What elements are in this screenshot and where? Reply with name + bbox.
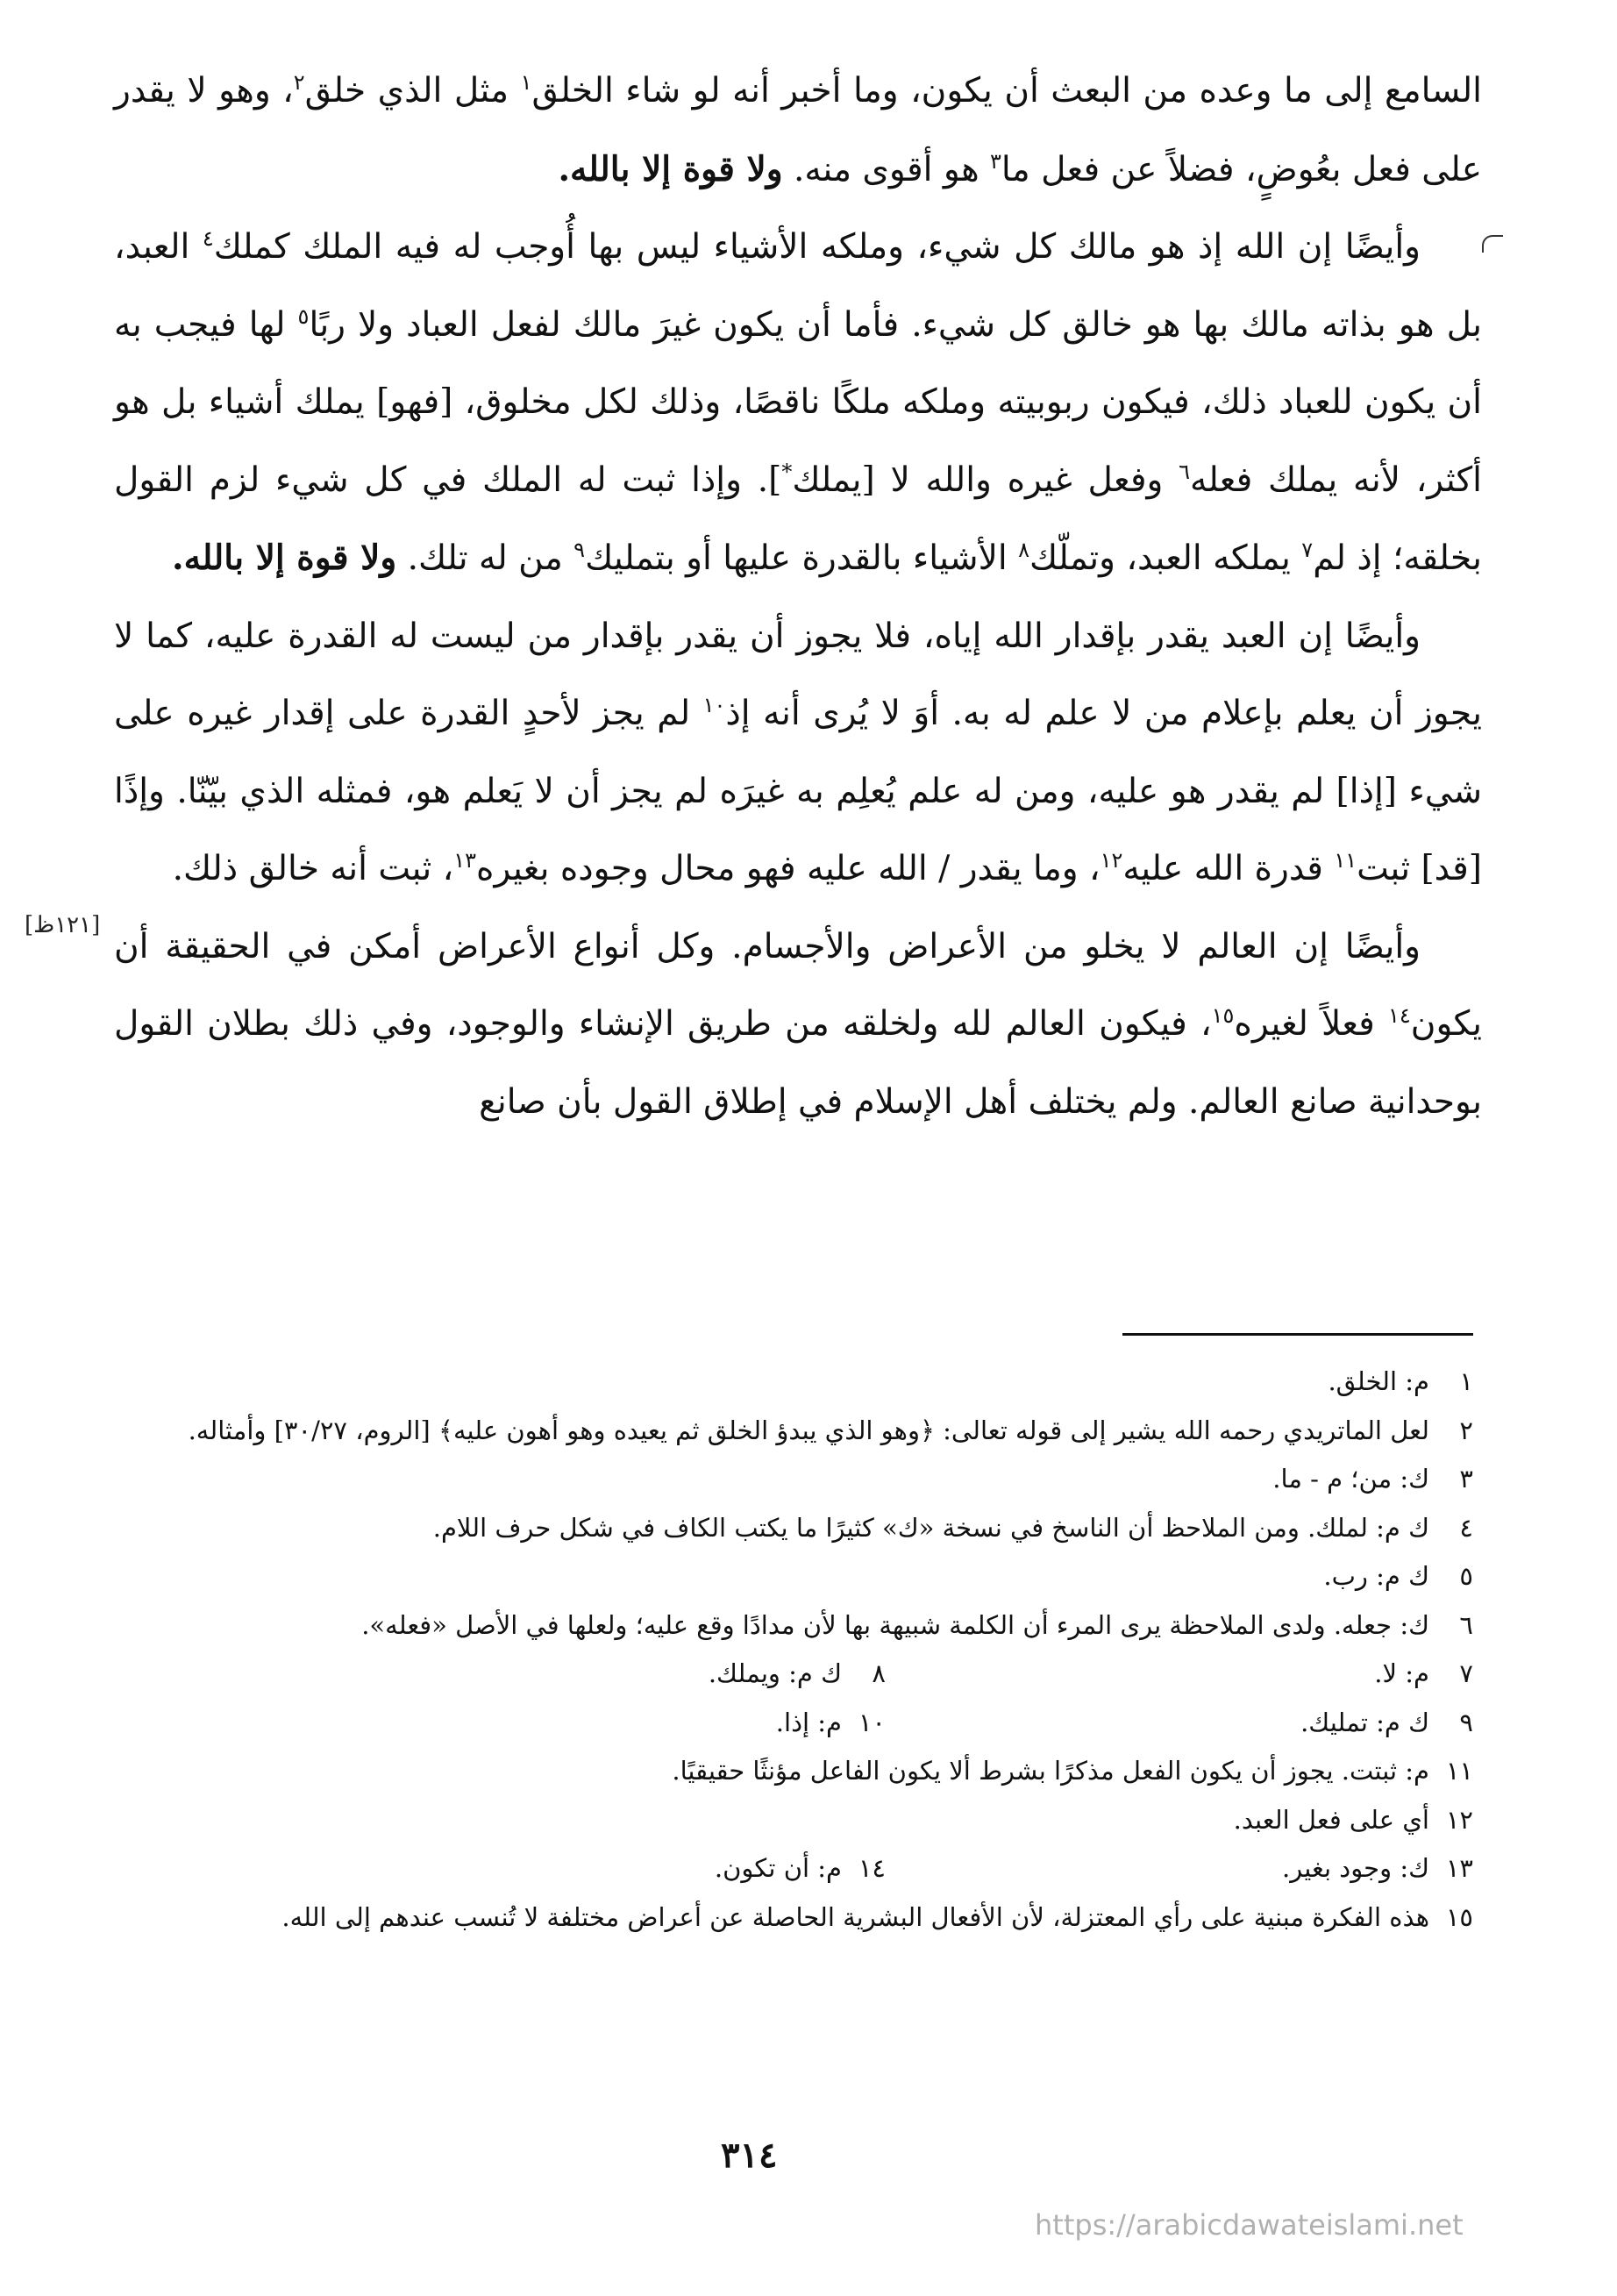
footnote bbox=[123, 1504, 1473, 1553]
text-run: ، ثبت أنه خالق ذلك. bbox=[172, 849, 454, 888]
footnote bbox=[298, 1699, 886, 1748]
footnote-ref: ٤ bbox=[202, 226, 214, 251]
text-run: لم يجز لأحدٍ القدرة على إقدار غيره على شيء [إذا] لم يقدر هو عليه، ومن له علم يُعلِم به غيرَه لم يجز أن لا يَعلم هو، فمثله الذي بيّنّا. وإذًا [قد] ثبت bbox=[114, 694, 1482, 888]
footnote-row bbox=[123, 1650, 1473, 1699]
footnote-number: ١٣ bbox=[1445, 1853, 1473, 1883]
footnote-text: م: إذا. bbox=[775, 1707, 842, 1737]
footnote-ref: ٩ bbox=[573, 538, 586, 562]
footnote-ref: ٣ bbox=[990, 148, 1001, 174]
text-run: الأشياء بالقدرة عليها أو بتمليك bbox=[585, 538, 1019, 578]
paragraph-1 bbox=[114, 53, 1482, 209]
text-run: وأيضًا إن العبد يقدر بإقدار الله إياه، فلا يجوز أن يقدر بإقدار من ليست له القدرة عليه، كما لا يجوز أن يعلم بإعلام من لا علم له به. أوَ لا يُرى أنه إذ bbox=[114, 616, 1482, 733]
footnote-ref: ١٤ bbox=[1388, 1003, 1411, 1028]
text-run: ، فيكون العالم لله ولخلقه من طريق الإنشاء والوجود، وفي ذلك بطلان القول بوحدانية صانع العالم. ولم يختلف أهل الإسلام في إطلاق القول بأن صانع bbox=[114, 1004, 1482, 1122]
footnote-text: ك: جعله. ولدى الملاحظة يرى المرء أن الكلمة شبيهة بها لأن مدادًا وقع عليه؛ ولعلها في الأصل «فعله». bbox=[361, 1609, 1429, 1640]
text-run: مثل الذي خلق bbox=[304, 71, 521, 111]
footnote bbox=[886, 1844, 1473, 1893]
footnote-text: ك م: تمليك. bbox=[1300, 1707, 1429, 1737]
text-run: ]. وإذا ثبت له الملك في كل شيء لزم القول بخلقه؛ إذ لم bbox=[114, 460, 1482, 578]
text-run: وأيضًا إن العالم لا يخلو من الأعراض والأجسام. وكل أنواع الأعراض أمكن في الحقيقة أن يكون bbox=[114, 926, 1482, 1044]
footnote-number: ١٤ bbox=[858, 1853, 886, 1883]
footnote-text: أي على فعل العبد. bbox=[1233, 1804, 1429, 1835]
footnote-text: م: لا. bbox=[1374, 1658, 1429, 1688]
footnote bbox=[123, 1552, 1473, 1601]
text-run: السامع إلى ما وعده من البعث أن يكون، وما أخبر أنه لو شاء الخلق bbox=[531, 71, 1482, 111]
footnote bbox=[123, 1893, 1473, 1943]
footnote-number: ٣ bbox=[1459, 1464, 1473, 1494]
footnote-number: ٧ bbox=[1459, 1658, 1473, 1688]
footnote-number: ٥ bbox=[1459, 1561, 1473, 1591]
footnote-number: ١ bbox=[1459, 1366, 1473, 1396]
footnote-text: هذه الفكرة مبنية على رأي المعتزلة، لأن الأفعال البشرية الحاصلة عن أعراض مختلفة لا تُنسب عندهم إلى الله. bbox=[281, 1901, 1429, 1932]
footnote-number: ٤ bbox=[1459, 1512, 1473, 1543]
footnote bbox=[886, 1699, 1473, 1748]
footnote-text: ك م: لملك. ومن الملاحظ أن الناسخ في نسخة «ك» كثيرًا ما يكتب الكاف في شكل حرف اللام. bbox=[432, 1512, 1429, 1543]
footnote-divider bbox=[1122, 1333, 1473, 1336]
footnote-number: ١٢ bbox=[1445, 1804, 1473, 1835]
footnote-ref: ١٠ bbox=[702, 693, 726, 717]
text-run: لها فيجب به أن يكون للعباد ذلك، فيكون ربوبيته وملكه ملكًا ناقصًا، وذلك لكل مخلوق، [فهو] يملك أشياء بل هو أكثر، لأنه يملك فعله bbox=[114, 304, 1482, 500]
text-run: العبد، بل هو بذاته مالك بها هو خالق كل شيء. فأما أن يكون غيرَ مالك لفعل العباد ولا ربًا bbox=[114, 227, 1482, 345]
closing-phrase: ولا قوة إلا بالله. bbox=[558, 148, 783, 189]
text-run: ، وهو لا يقدر على فعل بعُوضٍ، فضلاً عن فعل ما bbox=[114, 71, 1482, 189]
footnote-number: ١١ bbox=[1445, 1756, 1473, 1786]
footnote-ref: ١٣ bbox=[453, 848, 477, 873]
footnote-text: م: أن تكون. bbox=[714, 1853, 842, 1883]
footnote-row bbox=[123, 1699, 1473, 1748]
footnote bbox=[123, 1796, 1473, 1845]
text-run: من له تلك. bbox=[396, 538, 574, 578]
footnote-text: ك: وجود بغير. bbox=[1282, 1853, 1429, 1883]
footnote-ref: ١٥ bbox=[1211, 1003, 1235, 1028]
watermark-url: https://arabicdawateislami.net bbox=[1035, 2208, 1464, 2242]
footnote-ref: ١١ bbox=[1334, 848, 1357, 873]
footnote-number: ٦ bbox=[1459, 1609, 1473, 1640]
text-run: وفعل غيره والله لا [يملك bbox=[792, 460, 1179, 500]
footnote-row bbox=[123, 1844, 1473, 1893]
main-text bbox=[114, 53, 1482, 1141]
footnote-number: ١٥ bbox=[1445, 1901, 1473, 1932]
paragraph-4 bbox=[114, 909, 1482, 1142]
footnote bbox=[298, 1844, 886, 1893]
text-run: هو أقوى منه. bbox=[782, 149, 991, 189]
asterisk-ref: * bbox=[781, 459, 793, 484]
text-run: يملكه العبد، وتملّك bbox=[1029, 538, 1302, 578]
margin-arc-mark bbox=[1482, 235, 1503, 253]
page-number: ٣١٤ bbox=[721, 2135, 778, 2176]
text-run: ، وما يقدر / الله عليه فهو محال وجوده بغيره bbox=[476, 849, 1101, 888]
footnote bbox=[123, 1358, 1473, 1407]
footnote-number: ٢ bbox=[1459, 1415, 1473, 1445]
footnote-ref: ٥ bbox=[297, 303, 310, 329]
footnote-number: ٨ bbox=[872, 1658, 886, 1688]
text-run: فعلاً لغيره bbox=[1234, 1004, 1389, 1044]
text-run: قدرة الله عليه bbox=[1122, 849, 1335, 888]
footnote bbox=[123, 1747, 1473, 1796]
footnote-ref: ١ bbox=[520, 70, 532, 95]
footnote-number: ٩ bbox=[1459, 1707, 1473, 1737]
footnote-number: ١٠ bbox=[858, 1707, 886, 1737]
footnote-text: م: الخلق. bbox=[1328, 1366, 1429, 1396]
footnote bbox=[298, 1650, 886, 1699]
footnote-text: ك م: ويملك. bbox=[708, 1658, 842, 1688]
footnote bbox=[123, 1407, 1473, 1456]
footnote-ref: ٧ bbox=[1301, 538, 1314, 562]
footnote bbox=[123, 1601, 1473, 1651]
footnote-text: م: ثبتت. يجوز أن يكون الفعل مذكرًا بشرط ألا يكون الفاعل مؤنثًا حقيقيًا. bbox=[672, 1756, 1429, 1786]
footnote bbox=[123, 1455, 1473, 1504]
footnotes bbox=[123, 1358, 1473, 1942]
footnote-text: ك م: رب. bbox=[1323, 1561, 1429, 1591]
footnote-ref: ٦ bbox=[1179, 459, 1190, 484]
footnote-ref: ٢ bbox=[293, 70, 305, 95]
paragraph-3 bbox=[114, 598, 1482, 909]
text-run: وأيضًا إن الله إذ هو مالك كل شيء، وملكه الأشياء ليس بها أُوجب له فيه الملك كملك bbox=[213, 227, 1421, 267]
footnote-text: ك: من؛ م - ما. bbox=[1272, 1464, 1429, 1494]
closing-phrase: ولا قوة إلا بالله. bbox=[172, 538, 397, 578]
footnote-ref: ٨ bbox=[1018, 538, 1029, 562]
footnote-ref: ١٢ bbox=[1100, 848, 1123, 873]
folio-margin-note: [١٢١ظ] bbox=[25, 912, 101, 938]
footnote-text: لعل الماتريدي رحمه الله يشير إلى قوله تعالى: ﴿وهو الذي يبدؤ الخلق ثم يعيده وهو أهون عليه﴾ [الروم، ٣٠/٢٧] وأمثاله. bbox=[188, 1415, 1429, 1445]
paragraph-2 bbox=[114, 209, 1482, 598]
footnote bbox=[886, 1650, 1473, 1699]
